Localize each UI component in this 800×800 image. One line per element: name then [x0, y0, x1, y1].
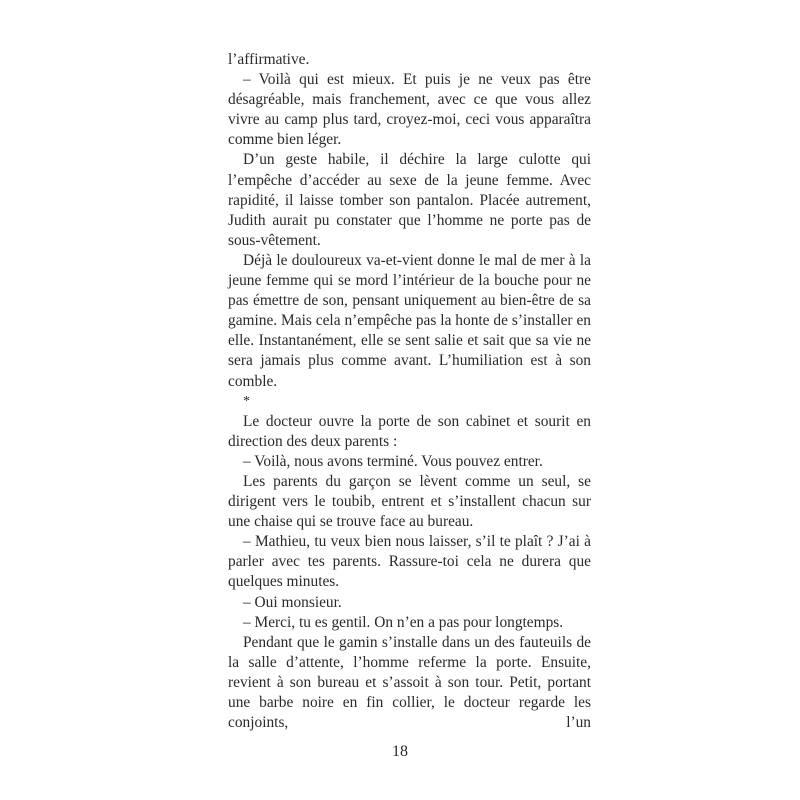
paragraph: Les parents du garçon se lèvent comme un seul, se dirigent vers le toubib, entrent et s’installent chacun sur une chaise qui se trouve face au bureau. [228, 472, 591, 531]
page-number: 18 [392, 743, 408, 760]
paragraph: Déjà le douloureux va-et-vient donne le mal de mer à la jeune femme qui se mord l’intérieur de la bouche pour ne pas émettre de son, pensant uniquement au bien-être de sa gamine. Mais cela n’empêche pas la honte de s’installer en elle. Instantanément, elle se sent salie et sait que sa vie ne sera jamais plus comme avant. L’humiliation est à son comble. [228, 251, 591, 390]
section-separator: * [243, 393, 250, 409]
paragraph: – Mathieu, tu veux bien nous laisser, s’il te plaît ? J’ai à parler avec tes parents. Rassure-toi cela ne durera que quelques minutes. [228, 533, 591, 591]
paragraph: – Oui monsieur. [243, 593, 342, 611]
paragraph: D’un geste habile, il déchire la large culotte qui l’empêche d’accéder au sexe de la jeune femme. Avec rapidité, il laisse tomber son pantalon. Placée autrement, Judith aurait pu constater que l’homme ne porte pas de sous-vêtement. [228, 151, 591, 249]
paragraph: – Merci, tu es gentil. On n’en a pas pour longtemps. [243, 613, 564, 631]
paragraph: – Voilà, nous avons terminé. Vous pouvez entrer. [243, 452, 543, 470]
page-text-block [228, 50, 591, 733]
paragraph: – Voilà qui est mieux. Et puis je ne veux pas être désagréable, mais franchement, avec ce que vous allez vivre au camp plus tard, croyez-moi, ceci vous apparaîtra comme bien léger. [228, 71, 591, 149]
paragraph: l’affirmative. [228, 51, 310, 68]
paragraph: Le docteur ouvre la porte de son cabinet et sourit en direction des deux parents : [228, 412, 591, 450]
paragraph: Pendant que le gamin s’installe dans un des fauteuils de la salle d’attente, l’homme referme la porte. Ensuite, revient à son bureau et s’assoit à son tour. Petit, portant une barbe noire en fin collier, le docteur regarde les conjoints, l’un [228, 633, 591, 732]
